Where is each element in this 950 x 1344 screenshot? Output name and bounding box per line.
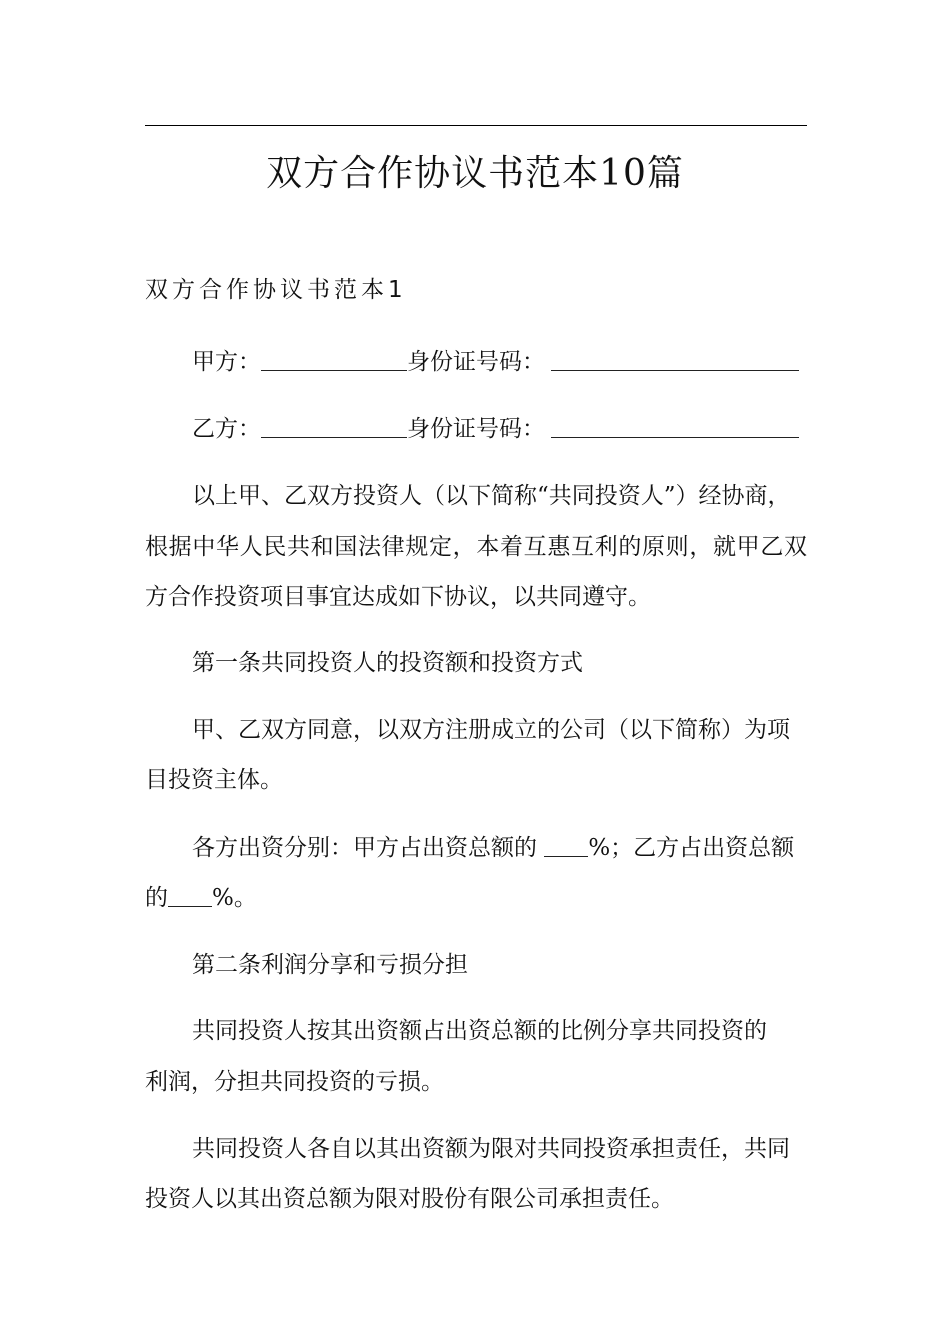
document-title: 双方合作协议书范本10篇 bbox=[266, 153, 684, 194]
article-1-para-1-line-1: 甲、乙双方同意，以双方注册成立的公司（以下简称）为项 bbox=[192, 717, 790, 743]
party-b-share-label: %；乙方占出资总额 bbox=[588, 835, 795, 861]
party-b-share-suffix: %。 bbox=[212, 885, 257, 911]
party-a-id-label: 身份证号码： bbox=[407, 349, 545, 375]
party-a-name-blank bbox=[261, 344, 407, 371]
party-b-line bbox=[145, 404, 857, 454]
article-1-heading: 第一条共同投资人的投资额和投资方式 bbox=[192, 650, 583, 676]
party-b-label: 乙方： bbox=[192, 416, 261, 442]
section-heading: 双方合作协议书范本1 bbox=[145, 277, 407, 303]
party-b-id-blank bbox=[551, 411, 799, 438]
article-2-para-2-line-1: 共同投资人各自以其出资额为限对共同投资承担责任，共同 bbox=[192, 1136, 790, 1162]
article-1-para-1-line-2: 目投资主体。 bbox=[145, 767, 283, 793]
party-b-share-blank bbox=[168, 880, 212, 907]
preamble-line-2: 根据中华人民共和国法律规定，本着互惠互利的原则，就甲乙双 bbox=[145, 534, 807, 560]
party-a-id-blank bbox=[551, 344, 799, 371]
header-rule bbox=[145, 125, 807, 126]
article-1-para-2-line-2 bbox=[145, 873, 810, 923]
party-b-share-prefix: 的 bbox=[145, 885, 168, 911]
article-2-heading: 第二条利润分享和亏损分担 bbox=[192, 952, 468, 978]
article-1-para-2-line-1 bbox=[145, 823, 857, 873]
party-a-label: 甲方： bbox=[192, 349, 261, 375]
preamble-line-3: 方合作投资项目事宜达成如下协议，以共同遵守。 bbox=[145, 584, 651, 610]
article-2-para-1-line-1: 共同投资人按其出资额占出资总额的比例分享共同投资的 bbox=[192, 1018, 767, 1044]
article-2-para-2-line-2: 投资人以其出资总额为限对股份有限公司承担责任。 bbox=[145, 1186, 674, 1212]
preamble-line-1: 以上甲、乙双方投资人（以下简称“共同投资人”）经协商， bbox=[192, 483, 791, 509]
party-a-share-label: 各方出资分别：甲方占出资总额的 bbox=[192, 835, 537, 861]
party-b-name-blank bbox=[261, 411, 407, 438]
party-a-line bbox=[145, 337, 857, 387]
party-b-id-label: 身份证号码： bbox=[407, 416, 545, 442]
article-2-para-1-line-2: 利润，分担共同投资的亏损。 bbox=[145, 1069, 444, 1095]
party-a-share-blank bbox=[544, 830, 588, 857]
